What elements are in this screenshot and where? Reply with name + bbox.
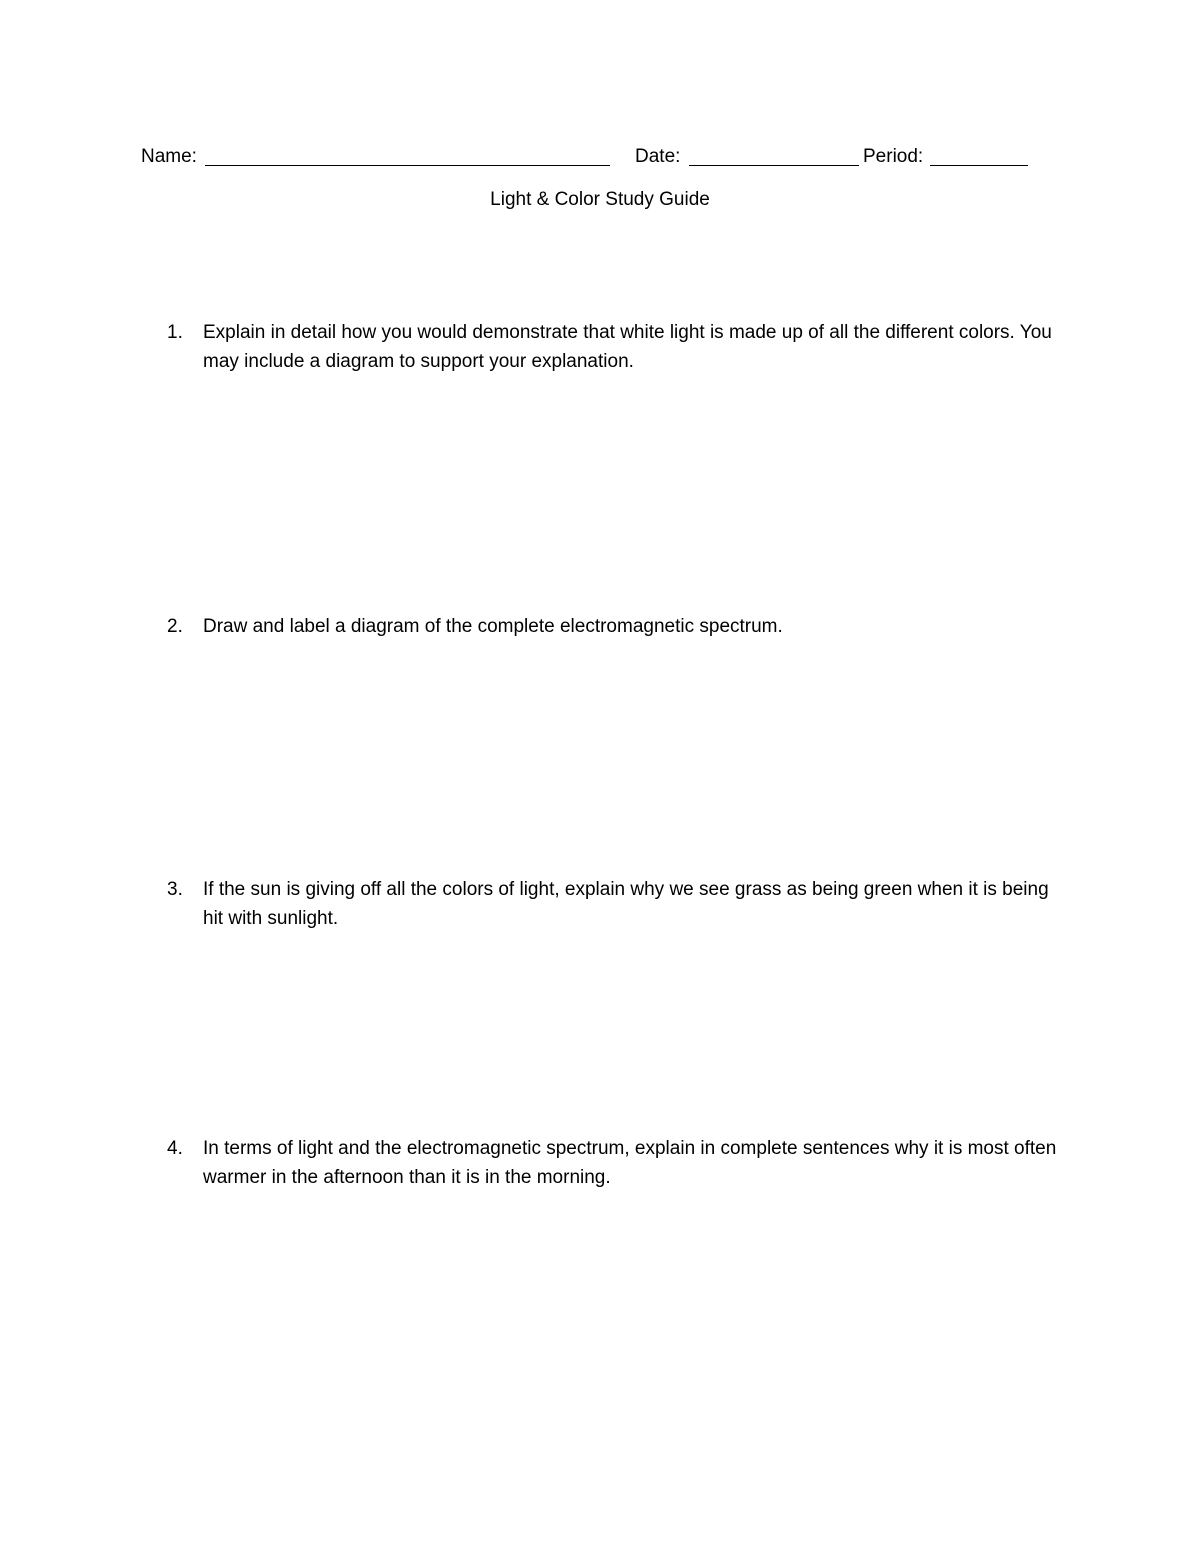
name-blank-field[interactable] xyxy=(205,165,610,166)
question-text: In terms of light and the electromagnetic spectrum, explain in complete sentences why it is most often warmer in the afternoon than it is in the morning. xyxy=(203,1138,1057,1188)
question-text: If the sun is giving off all the colors of light, explain why we see grass as being green when it is being hit with sunlight. xyxy=(203,879,1049,929)
name-label: Name: xyxy=(141,146,197,167)
date-label: Date: xyxy=(635,146,681,167)
question-number: 4. xyxy=(167,1138,183,1159)
question-number: 1. xyxy=(167,322,183,343)
question-text: Draw and label a diagram of the complete electromagnetic spectrum. xyxy=(203,616,783,637)
student-info-header xyxy=(141,144,1041,170)
page-title: Light & Color Study Guide xyxy=(490,189,710,210)
question-number: 2. xyxy=(167,616,183,637)
date-blank-field[interactable] xyxy=(689,165,859,166)
question-text: Explain in detail how you would demonstrate that white light is made up of all the different colors. You may include a diagram to support your explanation. xyxy=(203,322,1052,372)
period-label: Period: xyxy=(863,146,924,167)
question-number: 3. xyxy=(167,879,183,900)
period-blank-field[interactable] xyxy=(930,165,1028,166)
